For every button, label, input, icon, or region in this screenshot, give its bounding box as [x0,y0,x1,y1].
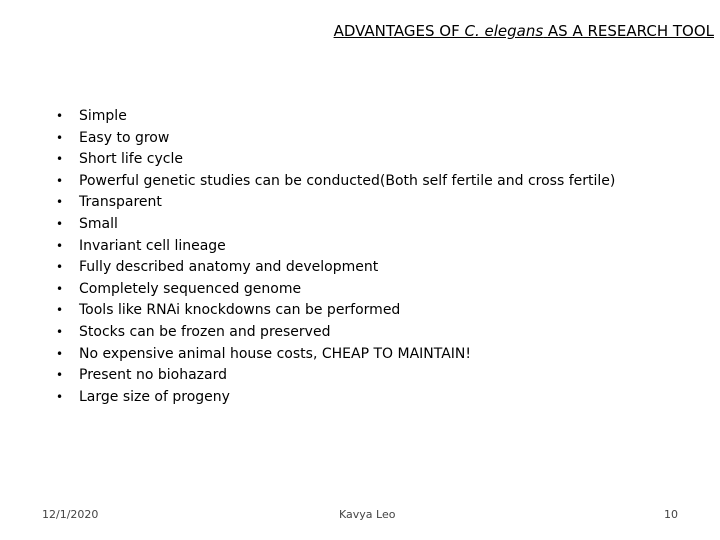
bullet-text: Large size of progeny [79,388,230,405]
bullet-item [54,149,615,171]
bullet-dot-icon: • [56,152,64,167]
footer-page-number: 10 [664,508,678,521]
bullet-text: Completely sequenced genome [79,280,302,297]
bullet-text: Powerful genetic studies can be conducted(Both self fertile and cross fertile) [79,172,616,189]
bullet-dot-icon: • [56,173,64,188]
bullet-text: Easy to grow [79,129,170,146]
bullet-dot-icon: • [56,216,64,231]
bullet-text: Small [79,215,118,232]
bullet-dot-icon: • [56,281,64,296]
footer-author: Kavya Leo [339,508,396,521]
bullet-item [54,300,615,322]
bullet-dot-icon: • [56,389,64,404]
bullet-list [54,106,615,408]
bullet-dot-icon: • [56,130,64,145]
bullet-item [54,106,615,128]
bullet-dot-icon: • [56,346,64,361]
bullet-item [54,279,615,301]
bullet-item [54,322,615,344]
bullet-text: Present no biohazard [79,367,227,384]
bullet-item [54,257,615,279]
bullet-dot-icon: • [56,238,64,253]
bullet-text: Simple [79,108,127,124]
bullet-text: Tools like RNAi knockdowns can be performed [79,302,401,319]
bullet-item [54,214,615,236]
title-species-name: C. elegans [464,22,544,40]
bullet-item [54,171,615,193]
title-text-end: AS A RESEARCH TOOL [543,22,714,40]
bullet-dot-icon: • [56,260,64,275]
bullet-dot-icon: • [56,303,64,318]
bullet-dot-icon: • [56,195,64,210]
bullet-text: No expensive animal house costs, CHEAP TO MAINTAIN! [79,345,472,362]
bullet-text: Fully described anatomy and development [79,259,379,276]
bullet-item [54,387,615,409]
bullet-text: Invariant cell lineage [79,237,226,254]
bullet-item [54,192,615,214]
bullet-dot-icon: • [56,109,64,123]
bullet-dot-icon: • [56,368,64,383]
bullet-dot-icon: • [56,324,64,339]
bullet-item [54,236,615,258]
footer-date: 12/1/2020 [42,508,99,521]
bullet-item [54,344,615,366]
bullet-text: Stocks can be frozen and preserved [79,323,331,340]
bullet-item [54,365,615,387]
title-text-start: ADVANTAGES OF [333,22,465,40]
bullet-text: Short life cycle [79,151,183,168]
bullet-text: Transparent [79,194,162,211]
bullet-item [54,128,615,150]
slide-title [284,22,714,40]
